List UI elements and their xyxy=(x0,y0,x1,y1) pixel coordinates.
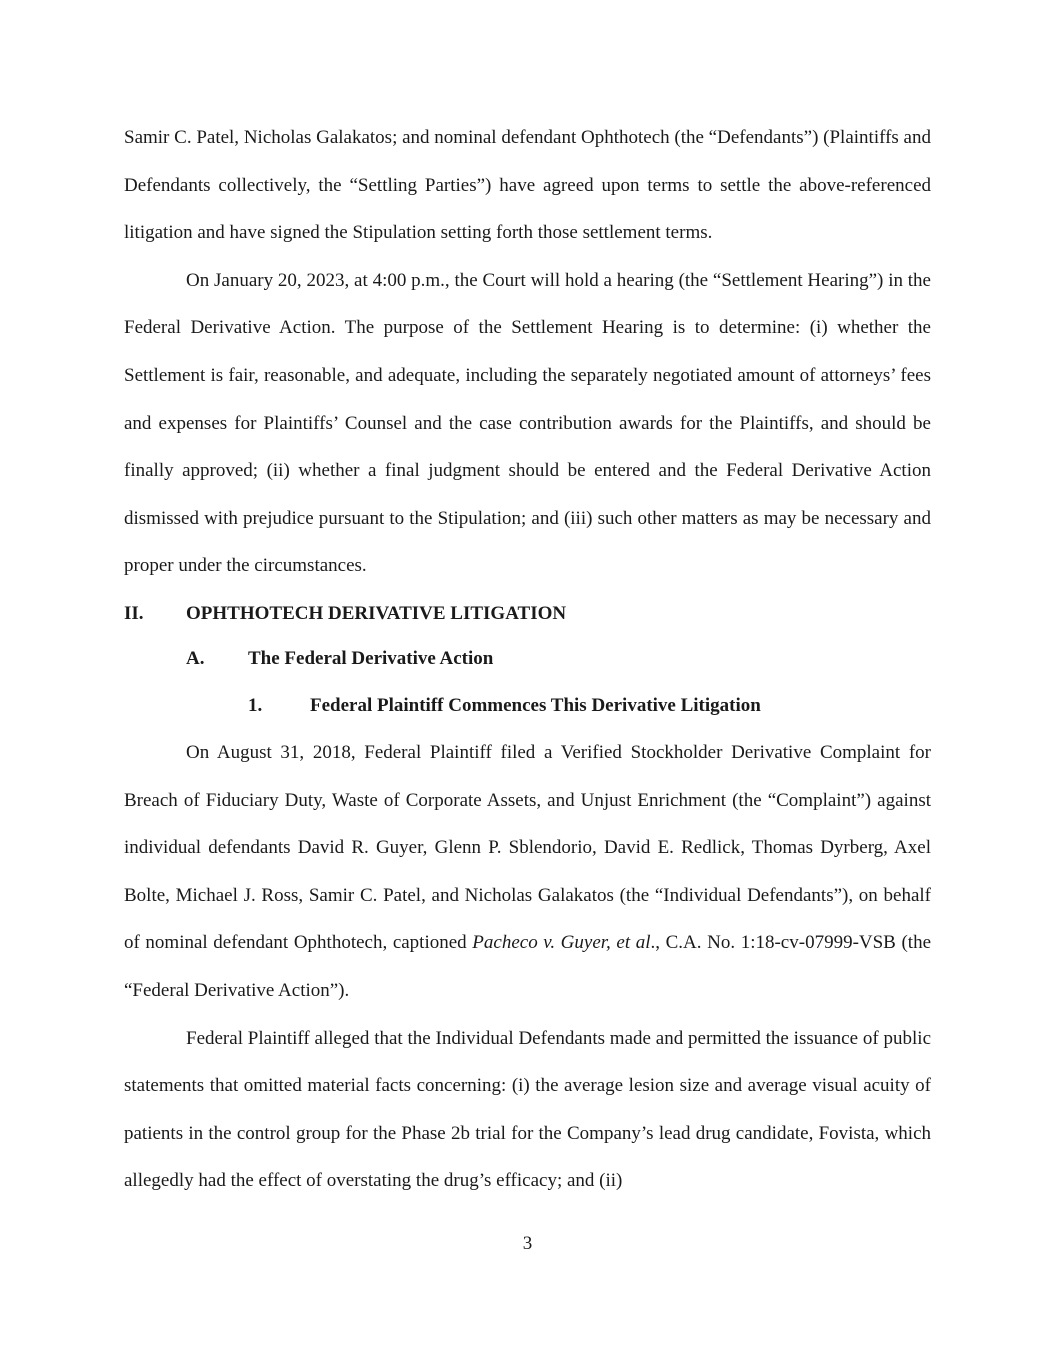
subsection-number: A. xyxy=(186,647,205,669)
section-heading xyxy=(124,590,931,637)
subsection-heading xyxy=(186,635,931,682)
complaint-text-end: ., C.A. No. 1:18-cv-07999-VSB (the “Federal Derivative Action”). xyxy=(124,932,931,1001)
paragraph-complaint xyxy=(124,729,931,1015)
subsubsection-heading xyxy=(248,682,931,729)
document-body xyxy=(124,114,931,1205)
paragraph-allegations: Federal Plaintiff alleged that the Individual Defendants made and permitted the issuance of public statements that omitted material facts concerning: (i) the average lesion size and average visual acuity of patients in the control group for the Phase 2b trial for the Company’s lead drug candidate, Fovista, which allegedly had the effect of overstating the drug’s efficacy; and (ii) xyxy=(124,1027,931,1192)
page-number: 3 xyxy=(522,1233,533,1254)
section-number: II. xyxy=(124,602,144,624)
subsection-title: The Federal Derivative Action xyxy=(248,647,494,669)
subsubsection-number: 1. xyxy=(248,694,263,716)
case-caption: Pacheco v. Guyer, et al xyxy=(472,932,651,954)
paragraph-settlement-hearing: On January 20, 2023, at 4:00 p.m., the Court will hold a hearing (the “Settlement Hearing”) in the Federal Derivative Action. The purpose of the Settlement Hearing is to determine: (i) whether the Settlement is fair, reasonable, and adequate, including the separately negotiated amount of attorneys’ fees and expenses for Plaintiffs’ Counsel and the case contribution awards for the Plaintiffs, and should be finally approved; (ii) whether a final judgment should be entered and the Federal Derivative Action dismissed with prejudice pursuant to the Stipulation; and (iii) such other matters as may be necessary and proper under the circumstances. xyxy=(124,269,931,577)
paragraph-defendants: Samir C. Patel, Nicholas Galakatos; and nominal defendant Ophthotech (the “Defendants”) (Plaintiffs and Defendants collectively, the “Settling Parties”) have agreed upon terms to settle the above-referenced litigation and have signed the Stipulation setting forth those settlement terms. xyxy=(124,127,931,244)
subsubsection-title: Federal Plaintiff Commences This Derivative Litigation xyxy=(310,694,761,716)
complaint-text: On August 31, 2018, Federal Plaintiff filed a Verified Stockholder Derivative Complaint for Breach of Fiduciary Duty, Waste of Corporate Assets, and Unjust Enrichment (the “Complaint”) against individual defendants David R. Guyer, Glenn P. Sblendorio, David E. Redlick, Thomas Dyrberg, Axel Bolte, Michael J. Ross, Samir C. Patel, and Nicholas Galakatos (the “Individual Defendants”), on behalf of nominal defendant Ophthotech, captioned xyxy=(124,741,931,954)
section-title: OPHTHOTECH DERIVATIVE LITIGATION xyxy=(186,602,567,624)
